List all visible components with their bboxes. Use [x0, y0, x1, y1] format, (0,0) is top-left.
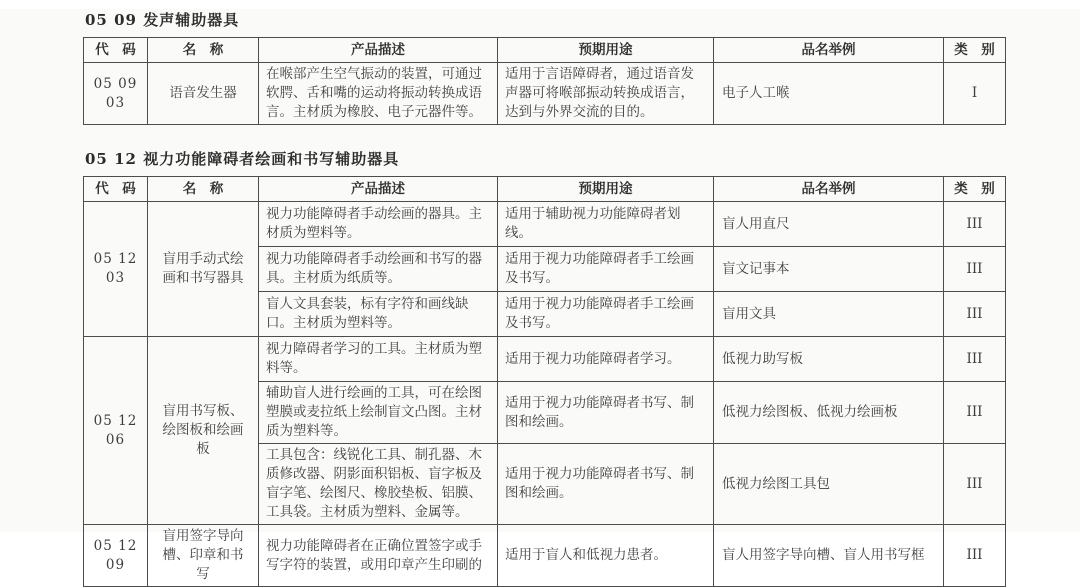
intended-use-cell: 适用于盲人和低视力患者。 [498, 525, 714, 587]
category-cell: III [944, 337, 1006, 382]
table-row [84, 63, 1006, 125]
intended-use-cell: 适用于辅助视力功能障碍者划线。 [498, 202, 714, 247]
description-cell: 视力功能障碍者手动绘画的器具。主材质为塑料等。 [259, 202, 498, 247]
examples-cell: 低视力助写板 [714, 337, 944, 382]
vision-aids-table [83, 176, 1006, 587]
code-cell: 05 12 06 [84, 337, 148, 525]
category-cell: III [944, 525, 1006, 587]
code-cell: 05 12 03 [84, 202, 148, 337]
scanned-catalog-page [0, 9, 1080, 582]
name-cell: 盲用签字导向槽、印章和书写 [148, 525, 259, 587]
voice-aids-table [83, 37, 1006, 125]
header-row [84, 177, 1006, 202]
examples-cell: 盲文记事本 [714, 247, 944, 292]
table-row [84, 202, 1006, 247]
description-cell: 工具包含：线锐化工具、制孔器、木质修改器、阴影面积铝板、盲字板及盲字笔、绘图尺、橡胶垫板、铝膜、工具袋。主材质为塑料、金属等。 [259, 444, 498, 525]
name-cell: 盲用手动式绘画和书写器具 [148, 202, 259, 337]
table-row [84, 337, 1006, 382]
intended-use-cell: 适用于视力功能障碍者学习。 [498, 337, 714, 382]
section-title-voice-aids: 05 09 发声辅助器具 [85, 11, 240, 29]
intended-use-cell: 适用于视力功能障碍者手工绘画及书写。 [498, 247, 714, 292]
description-cell: 辅助盲人进行绘画的工具，可在绘图塑膜或麦拉纸上绘制盲文凸图。主材质为塑料等。 [259, 382, 498, 444]
column-header-intended-use: 预期用途 [498, 177, 714, 202]
column-header-category: 类 别 [944, 177, 1006, 202]
section-vision-aids [0, 148, 1080, 587]
intended-use-cell: 适用于视力功能障碍者手工绘画及书写。 [498, 292, 714, 337]
examples-cell: 盲人用签字导向槽、盲人用书写框 [714, 525, 944, 587]
description-cell: 在喉部产生空气振动的装置，可通过软腭、舌和嘴的运动将振动转换成语言。主材质为橡胶、电子元器件等。 [259, 63, 498, 125]
column-header-name: 名 称 [148, 177, 259, 202]
header-row [84, 38, 1006, 63]
category-cell: I [944, 63, 1006, 125]
section-voice-aids [0, 9, 1080, 125]
intended-use-cell: 适用于言语障碍者，通过语音发声器可将喉部振动转换成语言，达到与外界交流的目的。 [498, 63, 714, 125]
column-header-description: 产品描述 [259, 38, 498, 63]
column-header-description: 产品描述 [259, 177, 498, 202]
examples-cell: 盲人用直尺 [714, 202, 944, 247]
column-header-code: 代 码 [84, 38, 148, 63]
intended-use-cell: 适用于视力功能障碍者书写、制图和绘画。 [498, 382, 714, 444]
category-cell: III [944, 202, 1006, 247]
examples-cell: 低视力绘图板、低视力绘画板 [714, 382, 944, 444]
description-cell: 视力障碍者学习的工具。主材质为塑料等。 [259, 337, 498, 382]
column-header-category: 类 别 [944, 38, 1006, 63]
column-header-name: 名 称 [148, 38, 259, 63]
column-header-code: 代 码 [84, 177, 148, 202]
column-header-examples: 品名举例 [714, 177, 944, 202]
section-gap [0, 125, 1080, 139]
description-cell: 视力功能障碍者手动绘画和书写的器具。主材质为纸质等。 [259, 247, 498, 292]
description-cell: 盲人文具套装，标有字符和画线缺口。主材质为塑料等。 [259, 292, 498, 337]
category-cell: III [944, 247, 1006, 292]
intended-use-cell: 适用于视力功能障碍者书写、制图和绘画。 [498, 444, 714, 525]
code-cell: 05 09 03 [84, 63, 148, 125]
category-cell: III [944, 444, 1006, 525]
category-cell: III [944, 382, 1006, 444]
description-cell: 视力功能障碍者在正确位置签字或手写字符的装置，或用印章产生印刷的 [259, 525, 498, 587]
table-row [84, 525, 1006, 587]
examples-cell: 盲用文具 [714, 292, 944, 337]
code-cell: 05 12 09 [84, 525, 148, 587]
category-cell: III [944, 292, 1006, 337]
column-header-examples: 品名举例 [714, 38, 944, 63]
examples-cell: 电子人工喉 [714, 63, 944, 125]
examples-cell: 低视力绘图工具包 [714, 444, 944, 525]
section-title-vision-aids: 05 12 视力功能障碍者绘画和书写辅助器具 [85, 150, 400, 168]
name-cell: 盲用书写板、绘图板和绘画板 [148, 337, 259, 525]
column-header-intended-use: 预期用途 [498, 38, 714, 63]
name-cell: 语音发生器 [148, 63, 259, 125]
